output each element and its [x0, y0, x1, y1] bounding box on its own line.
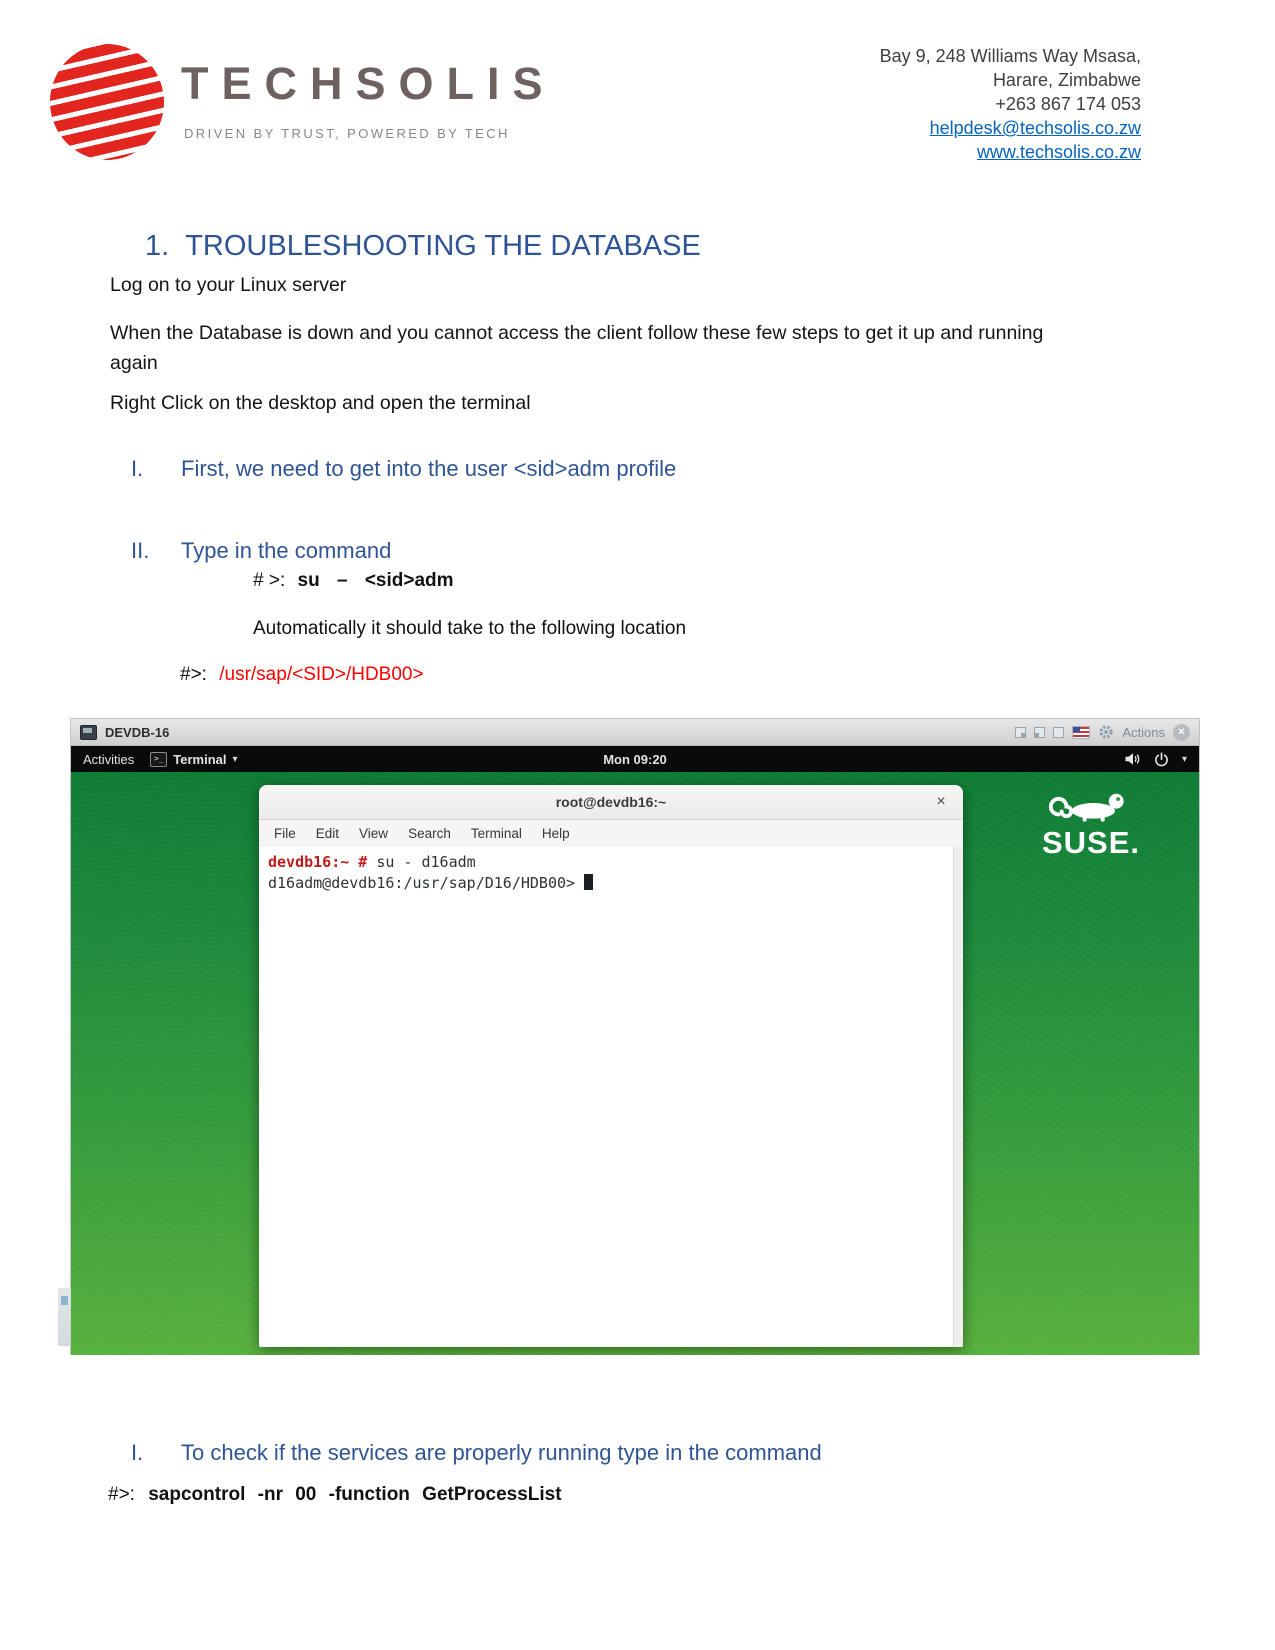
- suse-logo: [1011, 788, 1171, 861]
- activities-button[interactable]: [83, 752, 134, 767]
- techsolis-globe-logo-icon: [46, 40, 168, 164]
- vm-window-title: DEVDB-16: [105, 724, 170, 740]
- heading-text: TROUBLESHOOTING THE DATABASE: [185, 230, 701, 262]
- terminal-window-title: root@devdb16:~: [555, 794, 667, 810]
- vm-console-icon: [80, 725, 97, 740]
- phone-number: +263 867 174 053: [995, 94, 1141, 114]
- gear-icon[interactable]: [1098, 724, 1114, 740]
- command-su: [253, 570, 454, 592]
- website-link[interactable]: www.techsolis.co.zw: [976, 142, 1141, 162]
- embedded-screenshot: [70, 718, 1200, 1355]
- paragraph-intro: When the Database is down and you cannot access the client follow these few steps to get it up and running again: [110, 322, 1044, 374]
- activities-label: Activities: [83, 751, 135, 767]
- vm-fullscreen-icon[interactable]: [1053, 727, 1064, 738]
- paragraph-rightclick: Right Click on the desktop and open the terminal: [110, 392, 531, 414]
- step-3-text: To check if the services are properly running type in the command: [181, 1440, 822, 1465]
- menu-edit[interactable]: Edit: [315, 826, 340, 841]
- vm-window-titlebar: [71, 719, 1199, 746]
- email-link[interactable]: helpdesk@techsolis.co.zw: [929, 118, 1141, 138]
- vm-snapshot-icon[interactable]: [1015, 727, 1026, 738]
- contact-block: [880, 44, 1141, 164]
- step-1: [131, 456, 677, 482]
- terminal-line-1: [268, 852, 949, 873]
- chevron-down-icon: ▾: [232, 753, 238, 765]
- terminal-titlebar[interactable]: [259, 785, 963, 820]
- suse-wordmark: SUSE.: [1041, 825, 1141, 860]
- terminal-line-2: [268, 873, 949, 894]
- menu-terminal[interactable]: Terminal: [470, 826, 522, 841]
- brand-name: TECHSOLIS: [181, 58, 556, 109]
- step-1-text: First, we need to get into the user <sid>adm profile: [181, 456, 677, 481]
- section-heading: [145, 230, 701, 263]
- menu-search[interactable]: Search: [408, 826, 451, 841]
- terminal-cursor: [584, 874, 593, 890]
- gnome-top-bar: [71, 746, 1199, 772]
- terminal-menubar: [259, 820, 963, 847]
- terminal-window: [259, 785, 963, 1347]
- system-menu-chevron-icon[interactable]: ▾: [1181, 753, 1187, 765]
- menu-file[interactable]: File: [274, 826, 296, 841]
- vm-display-icon[interactable]: [1034, 727, 1045, 738]
- step-3: [131, 1440, 822, 1466]
- command-sapcontrol-text: sapcontrol -nr 00 -function GetProcessList: [148, 1484, 562, 1505]
- page-edge-artifact: [58, 1288, 71, 1346]
- address-line-1: Bay 9, 248 Williams Way Msasa,: [879, 46, 1141, 66]
- sidadm-prompt: d16adm@devdb16:/usr/sap/D16/HDB00>: [268, 874, 576, 892]
- note-location: Automatically it should take to the following location: [253, 618, 687, 639]
- command-path: [180, 664, 424, 686]
- command-su-text: su – <sid>adm: [297, 570, 454, 591]
- address-line-2: Harare, Zimbabwe: [992, 70, 1141, 90]
- step-2: [131, 538, 392, 564]
- step-2-numeral: II.: [131, 538, 150, 563]
- terminal-content[interactable]: [259, 847, 963, 1347]
- suse-gecko-icon: [1043, 788, 1139, 824]
- typed-command: su - d16adm: [376, 853, 476, 871]
- step-2-text: Type in the command: [181, 538, 392, 563]
- app-menu-terminal[interactable]: [150, 752, 237, 767]
- vm-close-icon[interactable]: ×: [1173, 724, 1190, 741]
- clock-label[interactable]: Mon 09:20: [603, 751, 667, 767]
- volume-icon[interactable]: [1124, 752, 1141, 766]
- step-1-numeral: I.: [131, 456, 144, 481]
- terminal-scrollbar[interactable]: [953, 847, 963, 1347]
- command-path-prefix: #>:: [180, 664, 207, 685]
- root-prompt: devdb16:~ #: [268, 853, 368, 871]
- command-path-value: /usr/sap/<SID>/HDB00>: [219, 664, 424, 685]
- terminal-close-icon[interactable]: ×: [936, 793, 946, 810]
- menu-view[interactable]: View: [359, 826, 389, 841]
- step-3-numeral: I.: [131, 1440, 144, 1465]
- command-su-prefix: # >:: [253, 570, 286, 591]
- menu-help[interactable]: Help: [541, 826, 570, 841]
- power-icon[interactable]: [1154, 752, 1169, 767]
- command-sapcontrol: [108, 1484, 562, 1506]
- keyboard-layout-flag-icon[interactable]: [1072, 726, 1090, 739]
- paragraph-logon: Log on to your Linux server: [110, 274, 347, 296]
- suse-desktop: [71, 772, 1199, 1355]
- heading-number: 1.: [145, 230, 170, 262]
- terminal-app-icon: >_: [150, 752, 167, 767]
- command-sapcontrol-prefix: #>:: [108, 1484, 135, 1505]
- app-menu-label: Terminal: [173, 751, 227, 767]
- actions-menu-button[interactable]: Actions: [1122, 724, 1165, 740]
- brand-tagline: DRIVEN BY TRUST, POWERED BY TECH: [184, 126, 510, 141]
